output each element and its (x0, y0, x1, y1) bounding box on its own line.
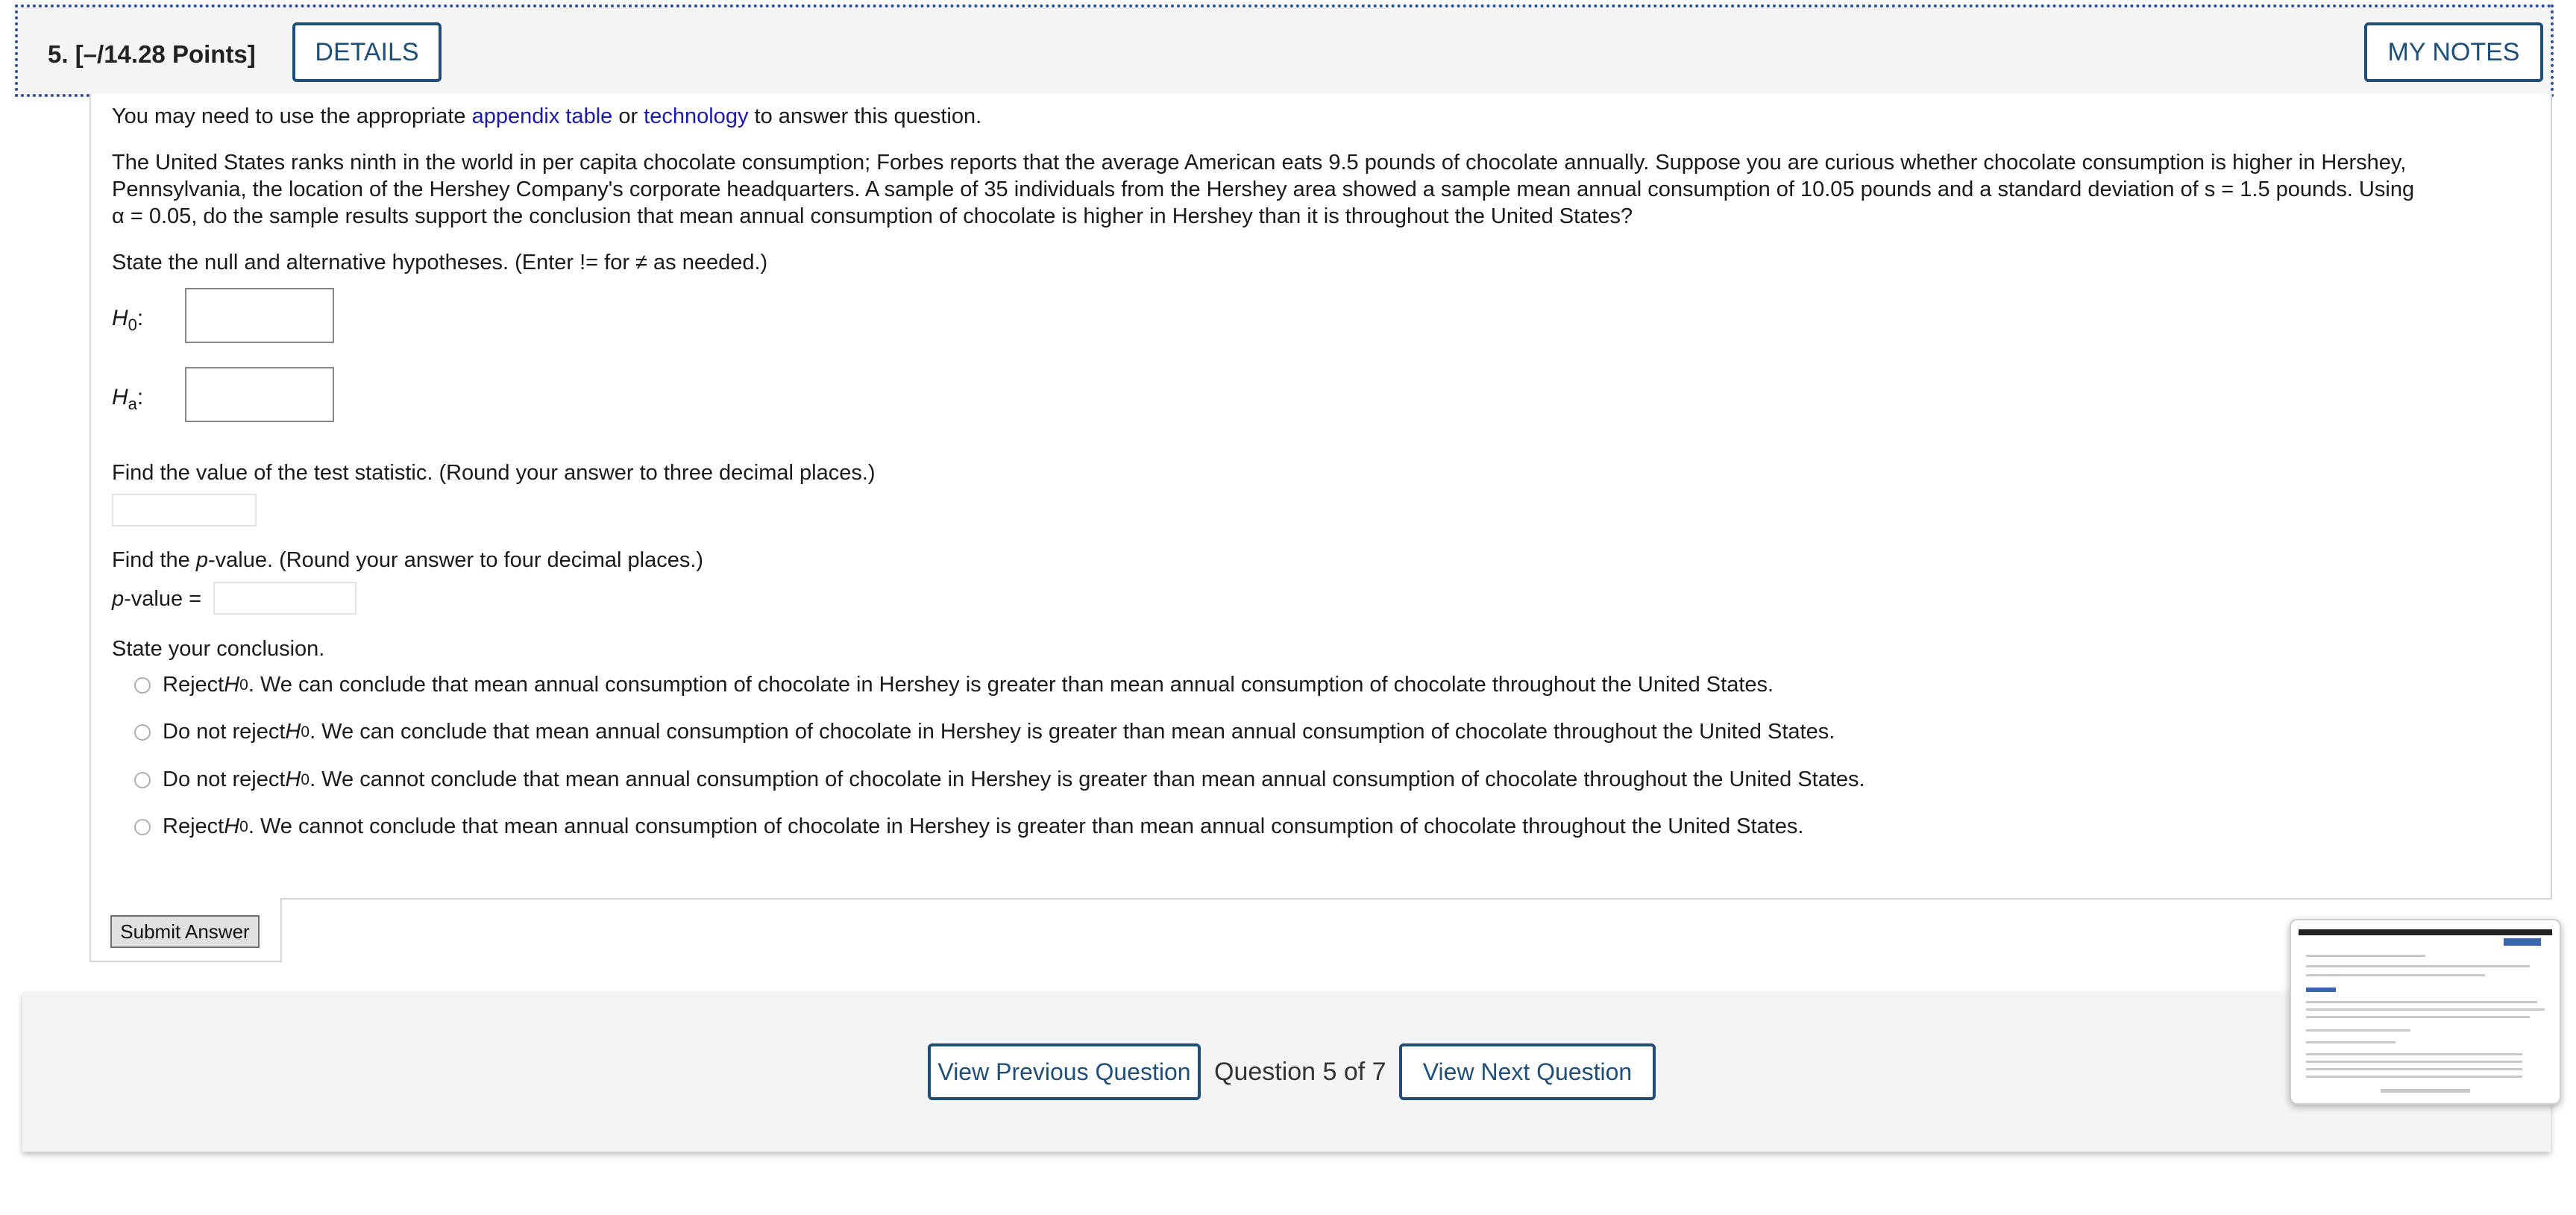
conclusion-option-3[interactable] (134, 767, 1865, 792)
p-value-instruction (112, 547, 703, 574)
option-h: H (285, 767, 301, 791)
thumbnail-logo (2504, 938, 2541, 946)
appendix-table-link[interactable]: appendix table (471, 104, 613, 128)
h0-sub: 0 (128, 315, 137, 334)
option-h: H (224, 673, 240, 697)
option-sub: 0 (301, 723, 310, 741)
p-instr-suffix: -value. (Round your answer to four decimal places.) (207, 548, 704, 572)
radio-button[interactable] (134, 724, 151, 741)
p-label-p: p (112, 587, 125, 611)
thumbnail-line (2306, 1008, 2545, 1011)
option-lead: Reject (163, 673, 224, 697)
conclusion-option-1[interactable] (134, 673, 1774, 697)
ha-label (112, 385, 143, 414)
p-instr-prefix: Find the (112, 548, 196, 572)
problem-line-1: The United States ranks ninth in the world in per capita chocolate consumption; Forbes reports that the average American eats 9.5 pounds of chocolate annually. Suppose you are curious whether chocolate consumption is higher in Hershey, (112, 151, 2407, 175)
option-rest: . We cannot conclude that mean annual consumption of chocolate in Hershey is greater than mean annual consumption of chocolate throughout the United States. (248, 814, 1804, 838)
h0-input[interactable] (185, 288, 334, 343)
ha-colon: : (136, 385, 144, 409)
submit-answer-button[interactable]: Submit Answer (110, 915, 260, 948)
page-thumbnail-preview[interactable] (2290, 919, 2561, 1105)
option-sub: 0 (301, 770, 310, 788)
hypotheses-instruction: State the null and alternative hypotheses. (Enter != for ≠ as needed.) (112, 251, 768, 274)
option-lead: Do not reject (163, 720, 286, 744)
technology-link[interactable]: technology (644, 104, 749, 128)
view-next-question-button[interactable]: View Next Question (1399, 1043, 1656, 1100)
thumbnail-line (2306, 1029, 2410, 1032)
intro-text (112, 103, 981, 130)
h0-label (112, 306, 143, 335)
p-label-suffix: -value = (124, 587, 202, 611)
thumbnail-line (2306, 1076, 2522, 1078)
conclusion-option-4[interactable] (134, 814, 1803, 839)
problem-line-2: Pennsylvania, the location of the Hershey Company's corporate headquarters. A sample of 35 individuals from the Hershey area showed a sample mean annual consumption of 10.05 pounds and a standard deviation of s = 1.5 pounds. Using (112, 178, 2415, 201)
thumbnail-line (2306, 1053, 2522, 1055)
ha-sub: a (128, 395, 137, 413)
thumbnail-line (2306, 955, 2425, 957)
option-sub: 0 (239, 817, 248, 835)
option-h: H (224, 814, 240, 838)
radio-button[interactable] (134, 772, 151, 788)
problem-line-3: α = 0.05, do the sample results support the conclusion that mean annual consumption of chocolate is higher in Hershey than it is throughout the United States? (112, 204, 1633, 228)
ha-input[interactable] (185, 367, 334, 422)
intro-middle: or (612, 104, 644, 128)
question-count: Question 5 of 7 (1214, 1058, 1386, 1086)
thumbnail-line (2306, 1061, 2522, 1063)
view-previous-question-button[interactable]: View Previous Question (928, 1043, 1201, 1100)
thumbnail-line (2306, 1068, 2522, 1070)
radio-button[interactable] (134, 819, 151, 835)
h0-colon: : (136, 306, 144, 330)
option-lead: Do not reject (163, 767, 286, 791)
thumbnail-line (2306, 974, 2485, 976)
question-header (15, 4, 2554, 97)
conclusion-option-2[interactable] (134, 720, 1835, 744)
conclusion-instruction: State your conclusion. (112, 637, 325, 661)
thumbnail-line (2306, 1041, 2396, 1043)
option-sub: 0 (239, 676, 248, 694)
option-rest: . We cannot conclude that mean annual consumption of chocolate in Hershey is greater than mean annual consumption of chocolate throughout the United States. (310, 767, 1865, 791)
my-notes-button[interactable]: MY NOTES (2364, 22, 2543, 82)
option-lead: Reject (163, 814, 224, 838)
thumbnail-tag (2306, 988, 2336, 992)
thumbnail-line (2306, 965, 2530, 967)
test-statistic-input[interactable] (112, 494, 257, 527)
radio-button[interactable] (134, 677, 151, 694)
thumbnail-line (2306, 1016, 2530, 1018)
test-statistic-instruction: Find the value of the test statistic. (Round your answer to three decimal places.) (112, 461, 876, 485)
ha-letter: H (112, 385, 128, 409)
intro-suffix: to answer this question. (748, 104, 982, 128)
p-value-input[interactable] (213, 582, 356, 615)
option-rest: . We can conclude that mean annual consumption of chocolate in Hershey is greater than mean annual consumption of chocolate throughout the United States. (310, 720, 1835, 744)
h0-letter: H (112, 306, 128, 330)
question-navigation (22, 992, 2551, 1152)
details-button[interactable]: DETAILS (292, 22, 442, 82)
p-value-label (112, 585, 201, 612)
thumbnail-line (2306, 1001, 2537, 1003)
intro-prefix: You may need to use the appropriate (112, 104, 472, 128)
option-h: H (285, 720, 301, 744)
question-points: 5. [–/14.28 Points] (48, 40, 256, 68)
p-instr-p: p (195, 548, 208, 572)
option-rest: . We can conclude that mean annual consumption of chocolate in Hershey is greater than mean annual consumption of chocolate throughout the United States. (248, 673, 1774, 697)
thumbnail-toolbar (2299, 929, 2552, 935)
thumbnail-nav (2381, 1089, 2470, 1093)
